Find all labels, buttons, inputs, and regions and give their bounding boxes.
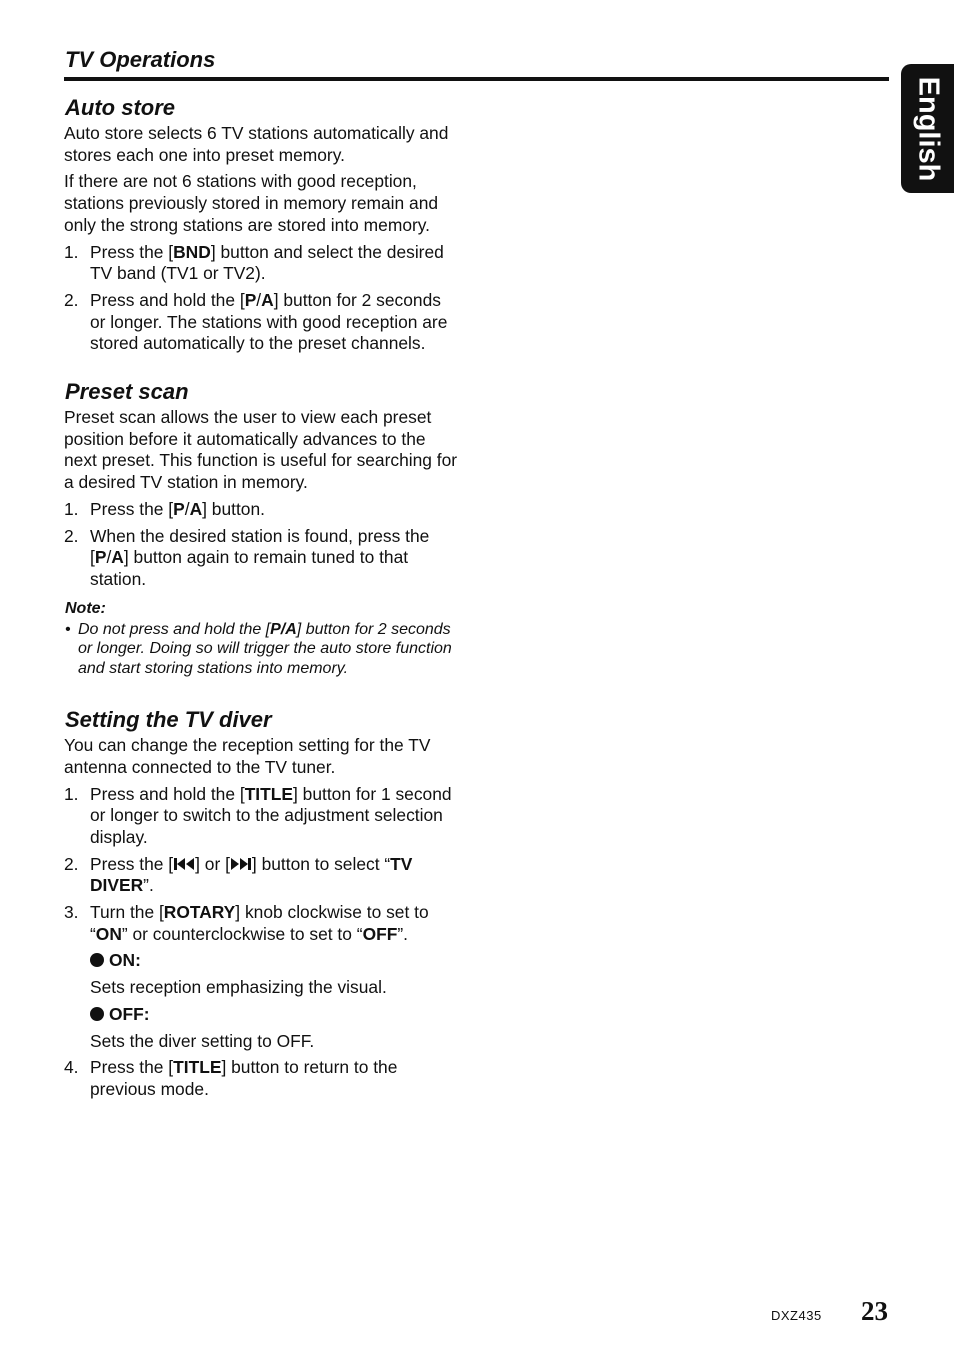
step-number: 2. [64, 853, 79, 874]
button-name: P [244, 289, 257, 310]
button-name: P/A [270, 620, 297, 638]
paragraph: Preset scan allows the user to view each preset position before it automatically advances to the next preset. This function is useful for searching for a desired TV station in memory. [64, 407, 458, 493]
model-number: DXZ435 [771, 1308, 822, 1323]
text: / [106, 547, 112, 568]
paragraph: If there are not 6 stations with good reception, stations previously stored in memory remain and only the strong stations are stored into memory. [64, 171, 439, 235]
text: Press the [ [90, 241, 174, 262]
filled-circle-icon [90, 953, 104, 967]
button-name: TITLE [173, 1057, 222, 1078]
text: Press the [ [90, 853, 174, 874]
button-name: BND [173, 241, 211, 262]
language-tab-label: English [912, 76, 944, 181]
step-number: 1. [64, 498, 79, 519]
text: ] button again to remain tuned to that station. [90, 547, 409, 589]
step-number: 4. [64, 1057, 79, 1078]
steps-list [64, 784, 458, 1101]
text: ] button for 1 second or longer to switch to the adjustment selection display. [90, 783, 452, 847]
option-name: ON [95, 923, 122, 944]
section-tv-diver [64, 706, 458, 1101]
text: Press and hold the [ [90, 289, 245, 310]
section-heading-auto-store: Auto store [65, 95, 175, 120]
button-name: P [94, 547, 107, 568]
step-number: 2. [64, 289, 79, 310]
text: Press and hold the [ [90, 783, 245, 804]
filled-circle-icon [90, 1007, 104, 1021]
button-name: A [261, 289, 274, 310]
option-description: Sets reception emphasizing the visual. [90, 977, 387, 998]
page-header-title: TV Operations [65, 47, 216, 72]
text: ] button to select “ [251, 853, 391, 874]
text: ] button for 2 seconds or longer. Doing so will trigger the auto store function and start storing stations into memory. [78, 620, 452, 677]
button-name: A [111, 547, 124, 568]
step-item [64, 902, 458, 1052]
control-name: ROTARY [163, 902, 236, 923]
text: Turn the [ [90, 902, 164, 923]
step-item [64, 1057, 458, 1100]
step-number: 2. [64, 525, 79, 546]
button-name: P [173, 498, 185, 519]
text: ”. [397, 923, 408, 944]
option-label-text: ON: [109, 950, 141, 971]
text: ] button and select the desired TV band (TV1 or TV2). [90, 241, 444, 284]
section-heading-tv-diver: Setting the TV diver [65, 707, 272, 733]
text: ] button for 2 seconds or longer. The stations with good reception are stored automatically to the preset channels. [90, 289, 448, 354]
option-name: OFF [362, 923, 398, 944]
text: Press the [ [90, 498, 174, 519]
step-item [64, 784, 458, 849]
option-label-off [90, 1004, 458, 1026]
note-item [64, 620, 458, 679]
paragraph: You can change the reception setting for the TV antenna connected to the TV tuner. [64, 735, 431, 777]
button-name: TITLE [244, 783, 293, 804]
button-name: A [189, 498, 203, 519]
step-item [64, 290, 458, 355]
step-item [64, 526, 458, 591]
text: ” or counterclockwise to set to “ [121, 923, 363, 944]
step-item [64, 499, 458, 521]
note-bullet: • [65, 620, 71, 638]
option-label-on [90, 950, 458, 972]
text: Do not press and hold the [ [78, 620, 271, 638]
steps-list [64, 499, 458, 591]
steps-list [64, 242, 458, 356]
text: / [184, 498, 190, 519]
step-item [64, 854, 458, 897]
fast-forward-icon [230, 856, 252, 872]
rewind-icon [173, 856, 195, 872]
option-label-text: OFF: [109, 1003, 150, 1024]
step-number: 1. [64, 241, 79, 262]
text: / [256, 289, 262, 310]
header-rule [64, 77, 889, 81]
section-auto-store [64, 94, 458, 355]
text: ] button to return to the previous mode. [90, 1057, 398, 1099]
page-number: 23 [861, 1296, 888, 1326]
section-heading-preset-scan: Preset scan [65, 379, 189, 405]
step-item [64, 242, 458, 285]
text: ”. [143, 875, 154, 896]
step-number: 3. [64, 902, 79, 923]
step-number: 1. [64, 783, 79, 804]
note-label: Note: [65, 599, 106, 617]
text: ] knob clockwise to set to “ [90, 902, 429, 944]
setting-name: TV DIVER [90, 853, 413, 896]
text: ] or [ [195, 853, 230, 874]
text: When the desired station is found, press the [ [90, 525, 430, 568]
text: ] button. [202, 498, 265, 519]
language-tab [901, 64, 954, 193]
content-column [64, 94, 458, 1106]
section-preset-scan [64, 378, 458, 678]
text: Press the [ [90, 1057, 174, 1078]
option-description: Sets the diver setting to OFF. [90, 1030, 315, 1051]
paragraph: Auto store selects 6 TV stations automatically and stores each one into preset memory. [64, 123, 449, 165]
